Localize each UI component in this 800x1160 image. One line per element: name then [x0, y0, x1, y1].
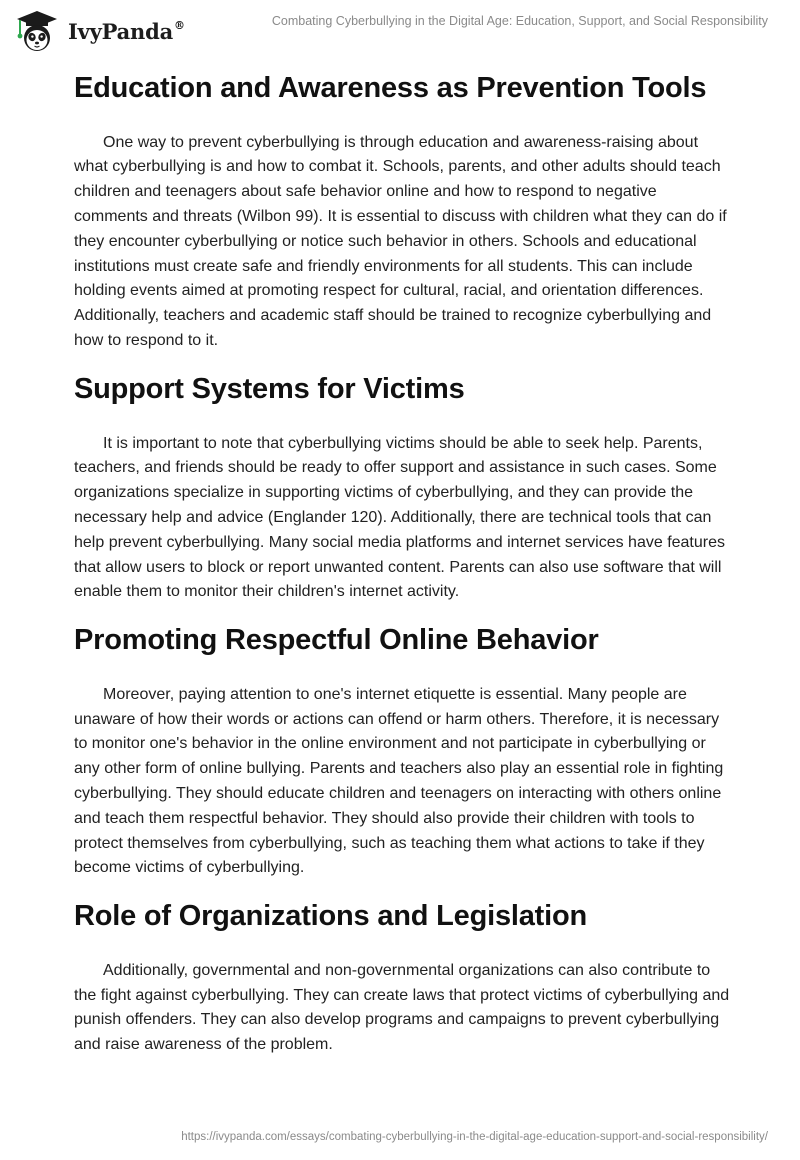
section-heading: Promoting Respectful Online Behavior	[74, 624, 599, 657]
section-organizations-legislation	[74, 898, 734, 1058]
section-heading: Education and Awareness as Prevention Tools	[74, 72, 707, 104]
source-url[interactable]: https://ivypanda.com/essays/combating-cyberbullying-in-the-digital-age-education-support-and-social-responsibility/	[181, 1131, 768, 1143]
essay-content	[74, 70, 734, 1058]
brand-name: IvyPanda®	[68, 18, 185, 44]
section-respectful-behavior	[74, 622, 734, 881]
page-header	[0, 0, 800, 60]
section-heading: Role of Organizations and Legislation	[74, 900, 588, 933]
section-education-awareness	[74, 70, 734, 354]
section-heading: Support Systems for Victims	[74, 372, 465, 405]
document-title: Combating Cyberbullying in the Digital Age: Education, Support, and Social Responsibility	[271, 14, 768, 28]
section-support-systems	[74, 371, 734, 605]
section-paragraph: One way to prevent cyberbullying is through education and awareness-raising about what cyberbullying is and how to combat it. Schools, parents, and other adults should teach children and teenagers about safe behavior online and how to respond to negative comments and threats (Wilbon 99). It is essential to discuss with children what they can do if they encounter cyberbullying or notice such behavior in others. Schools and educational institutions must create safe and friendly environments for all students. This can include holding events aimed at promoting respect for cultural, racial, and orientation differences. Additionally, teachers and academic staff should be trained to recognize cyberbullying and how to respond to it.	[74, 133, 727, 350]
section-paragraph: It is important to note that cyberbullying victims should be able to seek help. Parents, teachers, and friends should be ready to offer support and assistance in such cases. Some organizations specialize in supporting victims of cyberbullying, and they can provide the necessary help and advice (Englander 120). Additionally, there are technical tools that can help prevent cyberbullying. Many social media platforms and internet services have features that allow users to block or report unwanted content. Parents can also use software that will enable them to monitor their children's internet activity.	[74, 434, 725, 601]
section-paragraph: Additionally, governmental and non-governmental organizations can also contribute to the fight against cyberbullying. They can create laws that protect victims of cyberbullying and punish offenders. They can also develop programs and campaigns to prevent cyberbullying and raise awareness of the problem.	[74, 961, 730, 1054]
panda-graduate-icon	[14, 8, 60, 54]
registered-mark: ®	[174, 18, 185, 32]
ivypanda-logo[interactable]	[14, 8, 185, 54]
section-paragraph: Moreover, paying attention to one's internet etiquette is essential. Many people are unaware of how their words or actions can offend or harm others. Therefore, it is necessary to monitor one's behavior in the online environment and not participate in cyberbullying or any other form of online bullying. Parents and teachers also play an essential role in fighting cyberbullying. They should educate children and teenagers on interacting with others online and teach them respectful behavior. They should also provide their children with tools to protect themselves from cyberbullying, such as teaching them what actions to take if they become victims of cyberbullying.	[74, 685, 724, 877]
